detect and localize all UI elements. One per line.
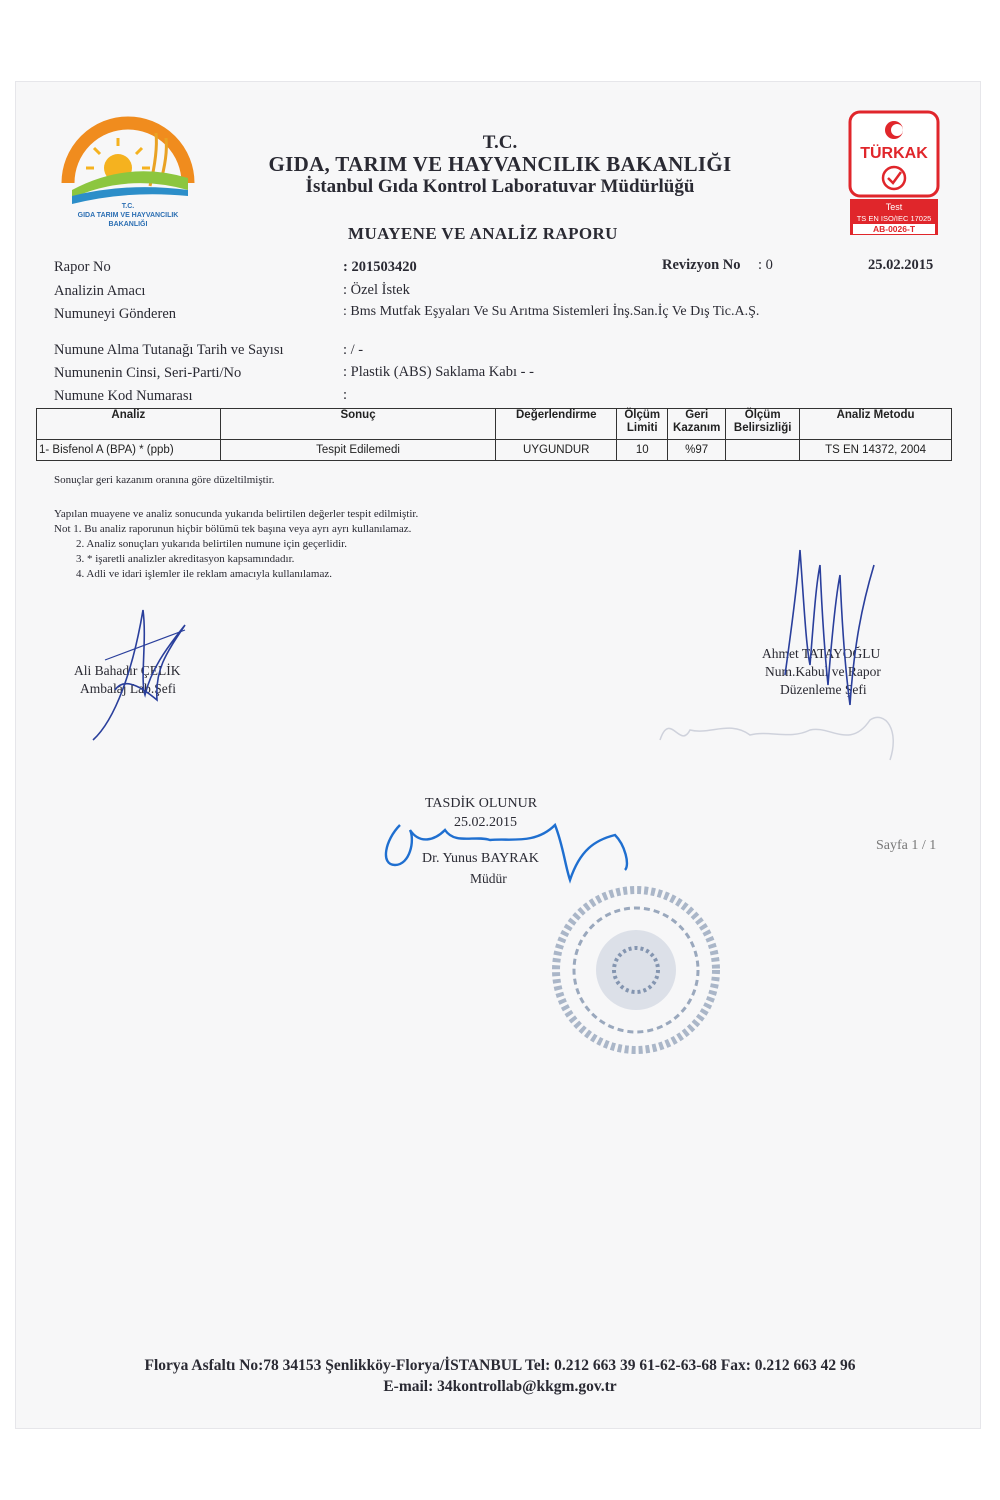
th-geri-kazanim: Geri Kazanım [668, 409, 726, 440]
logo-line-tc: T.C. [121, 203, 135, 210]
value-tutanak: : / - [343, 342, 364, 358]
th-analiz-metodu: Analiz Metodu [800, 409, 952, 440]
th-degerlendirme: Değerlendirme [496, 409, 617, 440]
table-row [37, 440, 952, 461]
cell-analiz: 1- Bisfenol A (BPA) * (ppb) [37, 440, 221, 461]
th-olcum-limiti: Ölçüm Limiti [617, 409, 668, 440]
value-cinsi: : Plastik (ABS) Saklama Kabı - - [343, 364, 534, 380]
under-table-note: Sonuçlar geri kazanım oranına göre düzeltilmiştir. [54, 474, 275, 486]
cell-degerlendirme: UYGUNDUR [496, 440, 617, 461]
director-title: Müdür [470, 871, 507, 886]
value-kod: : [343, 387, 348, 403]
value-rapor-no: : 201503420 [343, 259, 417, 275]
left-signer-name: Ali Bahadır ÇELİK [74, 663, 181, 678]
turkak-standard: TS EN ISO/IEC 17025 [856, 214, 932, 223]
cell-olcum-limiti: 10 [617, 440, 668, 461]
th-analiz: Analiz [37, 409, 221, 440]
report-title: MUAYENE VE ANALİZ RAPORU [348, 224, 618, 243]
note-3: 3. * işaretli analizler akreditasyon kapsamındadır. [76, 553, 295, 565]
label-kod: Numune Kod Numarası [54, 388, 193, 404]
label-gonderen: Numuneyi Gönderen [54, 306, 177, 322]
value-gonderen: : Bms Mutfak Eşyaları Ve Su Arıtma Sistemleri İnş.San.İç Ve Dış Tic.A.Ş. [343, 304, 760, 319]
footer-address: Florya Asfaltı No:78 34153 Şenlikköy-Florya/İSTANBUL Tel: 0.212 663 39 61-62-63-68 Fax: 0.212 663 42 96 [144, 1357, 856, 1374]
header-laboratory: İstanbul Gıda Kontrol Laboratuvar Müdürlüğü [305, 176, 695, 197]
label-revizyon: Revizyon No [662, 257, 741, 273]
cell-geri-kazanim: %97 [668, 440, 726, 461]
turkak-brand: TÜRKAK [860, 145, 928, 162]
note-1: Not 1. Bu analiz raporunun hiçbir bölümü tek başına veya ayrı ayrı kullanılamaz. [54, 523, 412, 535]
results-table [36, 408, 952, 461]
faint-signature [650, 690, 910, 770]
label-amac: Analizin Amacı [54, 283, 146, 299]
left-signer-title: Ambalaj Lab.Şefi [80, 681, 176, 696]
right-signer-title-2: Düzenleme Şefi [780, 682, 867, 697]
approved-text: TASDİK OLUNUR [425, 796, 538, 811]
turkak-code: AB-0026-T [872, 224, 916, 234]
logo-line-ministry: GIDA TARIM VE HAYVANCILIK [77, 212, 179, 219]
value-revizyon: : 0 [758, 257, 773, 273]
logo-line-bakanligi: BAKANLIĞI [108, 221, 148, 228]
value-amac: : Özel İstek [343, 282, 410, 298]
note-2: 2. Analiz sonuçları yukarıda belirtilen numune için geçerlidir. [76, 538, 347, 550]
cell-olcum-belirsizligi [726, 440, 800, 461]
label-cinsi: Numunenin Cinsi, Seri-Parti/No [54, 365, 242, 381]
note-intro: Yapılan muayene ve analiz sonucunda yukarıda belirtilen değerler tespit edilmiştir. [54, 508, 419, 520]
cell-analiz-metodu: TS EN 14372, 2004 [800, 440, 952, 461]
note-4: 4. Adli ve idari işlemler ile reklam amacıyla kullanılamaz. [76, 568, 332, 580]
director-signature [375, 810, 635, 890]
header-tc: T.C. [482, 132, 518, 153]
th-sonuc: Sonuç [220, 409, 496, 440]
label-tutanak: Numune Alma Tutanağı Tarih ve Sayısı [54, 342, 284, 358]
table-header-row [37, 409, 952, 440]
approved-date: 25.02.2015 [454, 815, 517, 830]
turkak-test: Test [885, 202, 903, 212]
report-date: 25.02.2015 [868, 257, 934, 273]
right-signer-name: Ahmet TATAYOĞLU [762, 646, 881, 661]
footer-email: E-mail: 34kontrollab@kkgm.gov.tr [383, 1378, 617, 1395]
director-name: Dr. Yunus BAYRAK [422, 851, 539, 866]
page-number: Sayfa 1 / 1 [876, 838, 937, 853]
right-signer-title-1: Num.Kabul ve Rapor [765, 664, 881, 679]
left-signature [85, 600, 195, 745]
header-ministry: GIDA, TARIM VE HAYVANCILIK BAKANLIĞI [268, 152, 732, 176]
cell-sonuc: Tespit Edilemedi [220, 440, 496, 461]
label-rapor-no: Rapor No [54, 259, 111, 275]
th-olcum-belirsizligi: Ölçüm Belirsizliği [726, 409, 800, 440]
official-stamp [548, 885, 723, 1055]
